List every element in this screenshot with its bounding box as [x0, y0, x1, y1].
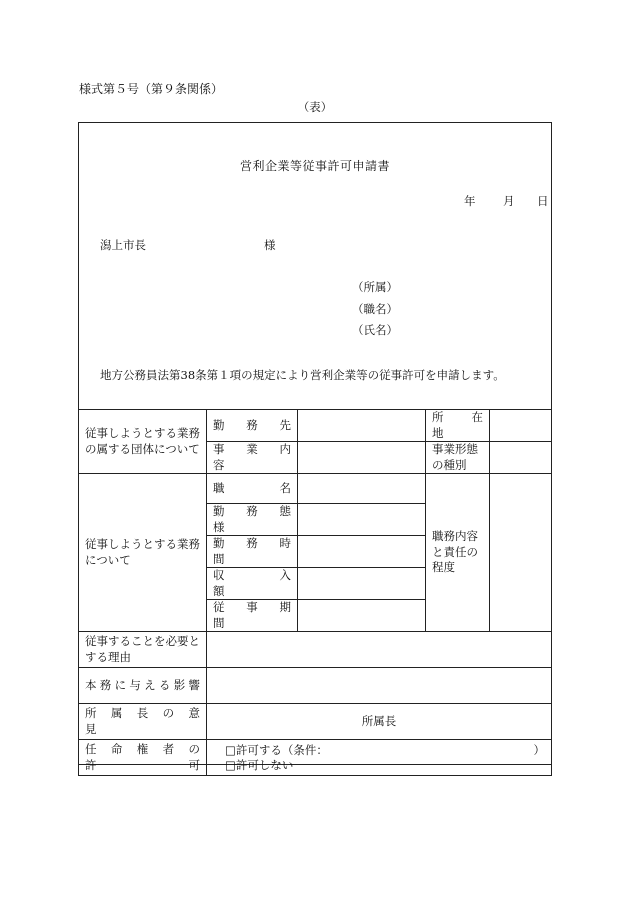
supervisor-opinion-field[interactable]: [207, 704, 552, 740]
business-field[interactable]: [298, 442, 426, 474]
work-hours-label: 勤 務 時 間: [207, 536, 298, 568]
form-number: 様式第５号（第９条関係）: [79, 82, 224, 96]
work-hours-field[interactable]: [298, 536, 426, 568]
business-label: 事 業 内 容: [207, 442, 298, 474]
location-field[interactable]: [490, 410, 552, 442]
document-title: 営利企業等従事許可申請書: [239, 159, 390, 173]
permit-checkbox-label[interactable]: □許可する（条件：: [225, 743, 328, 758]
period-label: 従 事 期 間: [207, 600, 298, 632]
reason-label: 従事することを必要とする理由: [79, 632, 207, 668]
income-field[interactable]: [298, 568, 426, 600]
impact-field[interactable]: [207, 668, 552, 704]
supervisor-title: 所属長: [361, 713, 397, 728]
reason-field[interactable]: [207, 632, 552, 668]
location-label: 所 在 地: [426, 410, 490, 442]
job-title-field[interactable]: [298, 474, 426, 504]
impact-label: 本務に与える影響: [79, 668, 207, 704]
deny-option-label[interactable]: □許可しない: [225, 757, 294, 772]
permit-option-row[interactable]: [225, 743, 545, 757]
applicant-affiliation-label: （所属）: [352, 280, 398, 294]
permit-close-paren: ）: [533, 743, 545, 758]
business-type-field[interactable]: [490, 442, 552, 474]
job-title-label: 職 名: [207, 474, 298, 504]
work-style-label: 勤 務 態 様: [207, 504, 298, 536]
addressee: 潟上市長: [100, 238, 146, 252]
org-section-label: 従事しようとする業務の属する団体について: [79, 410, 207, 474]
honorific: 様: [264, 238, 276, 252]
supervisor-opinion-label: 所 属 長 の 意 見: [79, 704, 207, 740]
applicant-name-label: （氏名）: [352, 323, 398, 337]
permission-options: [207, 740, 552, 776]
work-section-label: 従事しようとする業務について: [79, 474, 207, 632]
income-label: 収 入 額: [207, 568, 298, 600]
front-label: （表）: [297, 100, 333, 114]
business-type-label: 事業形態の種別: [426, 442, 490, 474]
employer-label: 勤 務 先: [207, 410, 298, 442]
date-month: 月: [503, 194, 515, 208]
date-day: 日: [537, 194, 549, 208]
date-year: 年: [464, 194, 476, 208]
application-statement: 地方公務員法第38条第１項の規定により営利企業等の従事許可を申請します。: [100, 368, 505, 382]
applicant-position-label: （職名）: [352, 302, 398, 316]
period-field[interactable]: [298, 600, 426, 632]
application-table: [78, 409, 552, 776]
permission-label: 任 命 権 者 の 許 可: [79, 740, 207, 776]
work-style-field[interactable]: [298, 504, 426, 536]
duties-label: 職務内容と責任の程度: [426, 474, 490, 632]
employer-field[interactable]: [298, 410, 426, 442]
duties-field[interactable]: [490, 474, 552, 632]
